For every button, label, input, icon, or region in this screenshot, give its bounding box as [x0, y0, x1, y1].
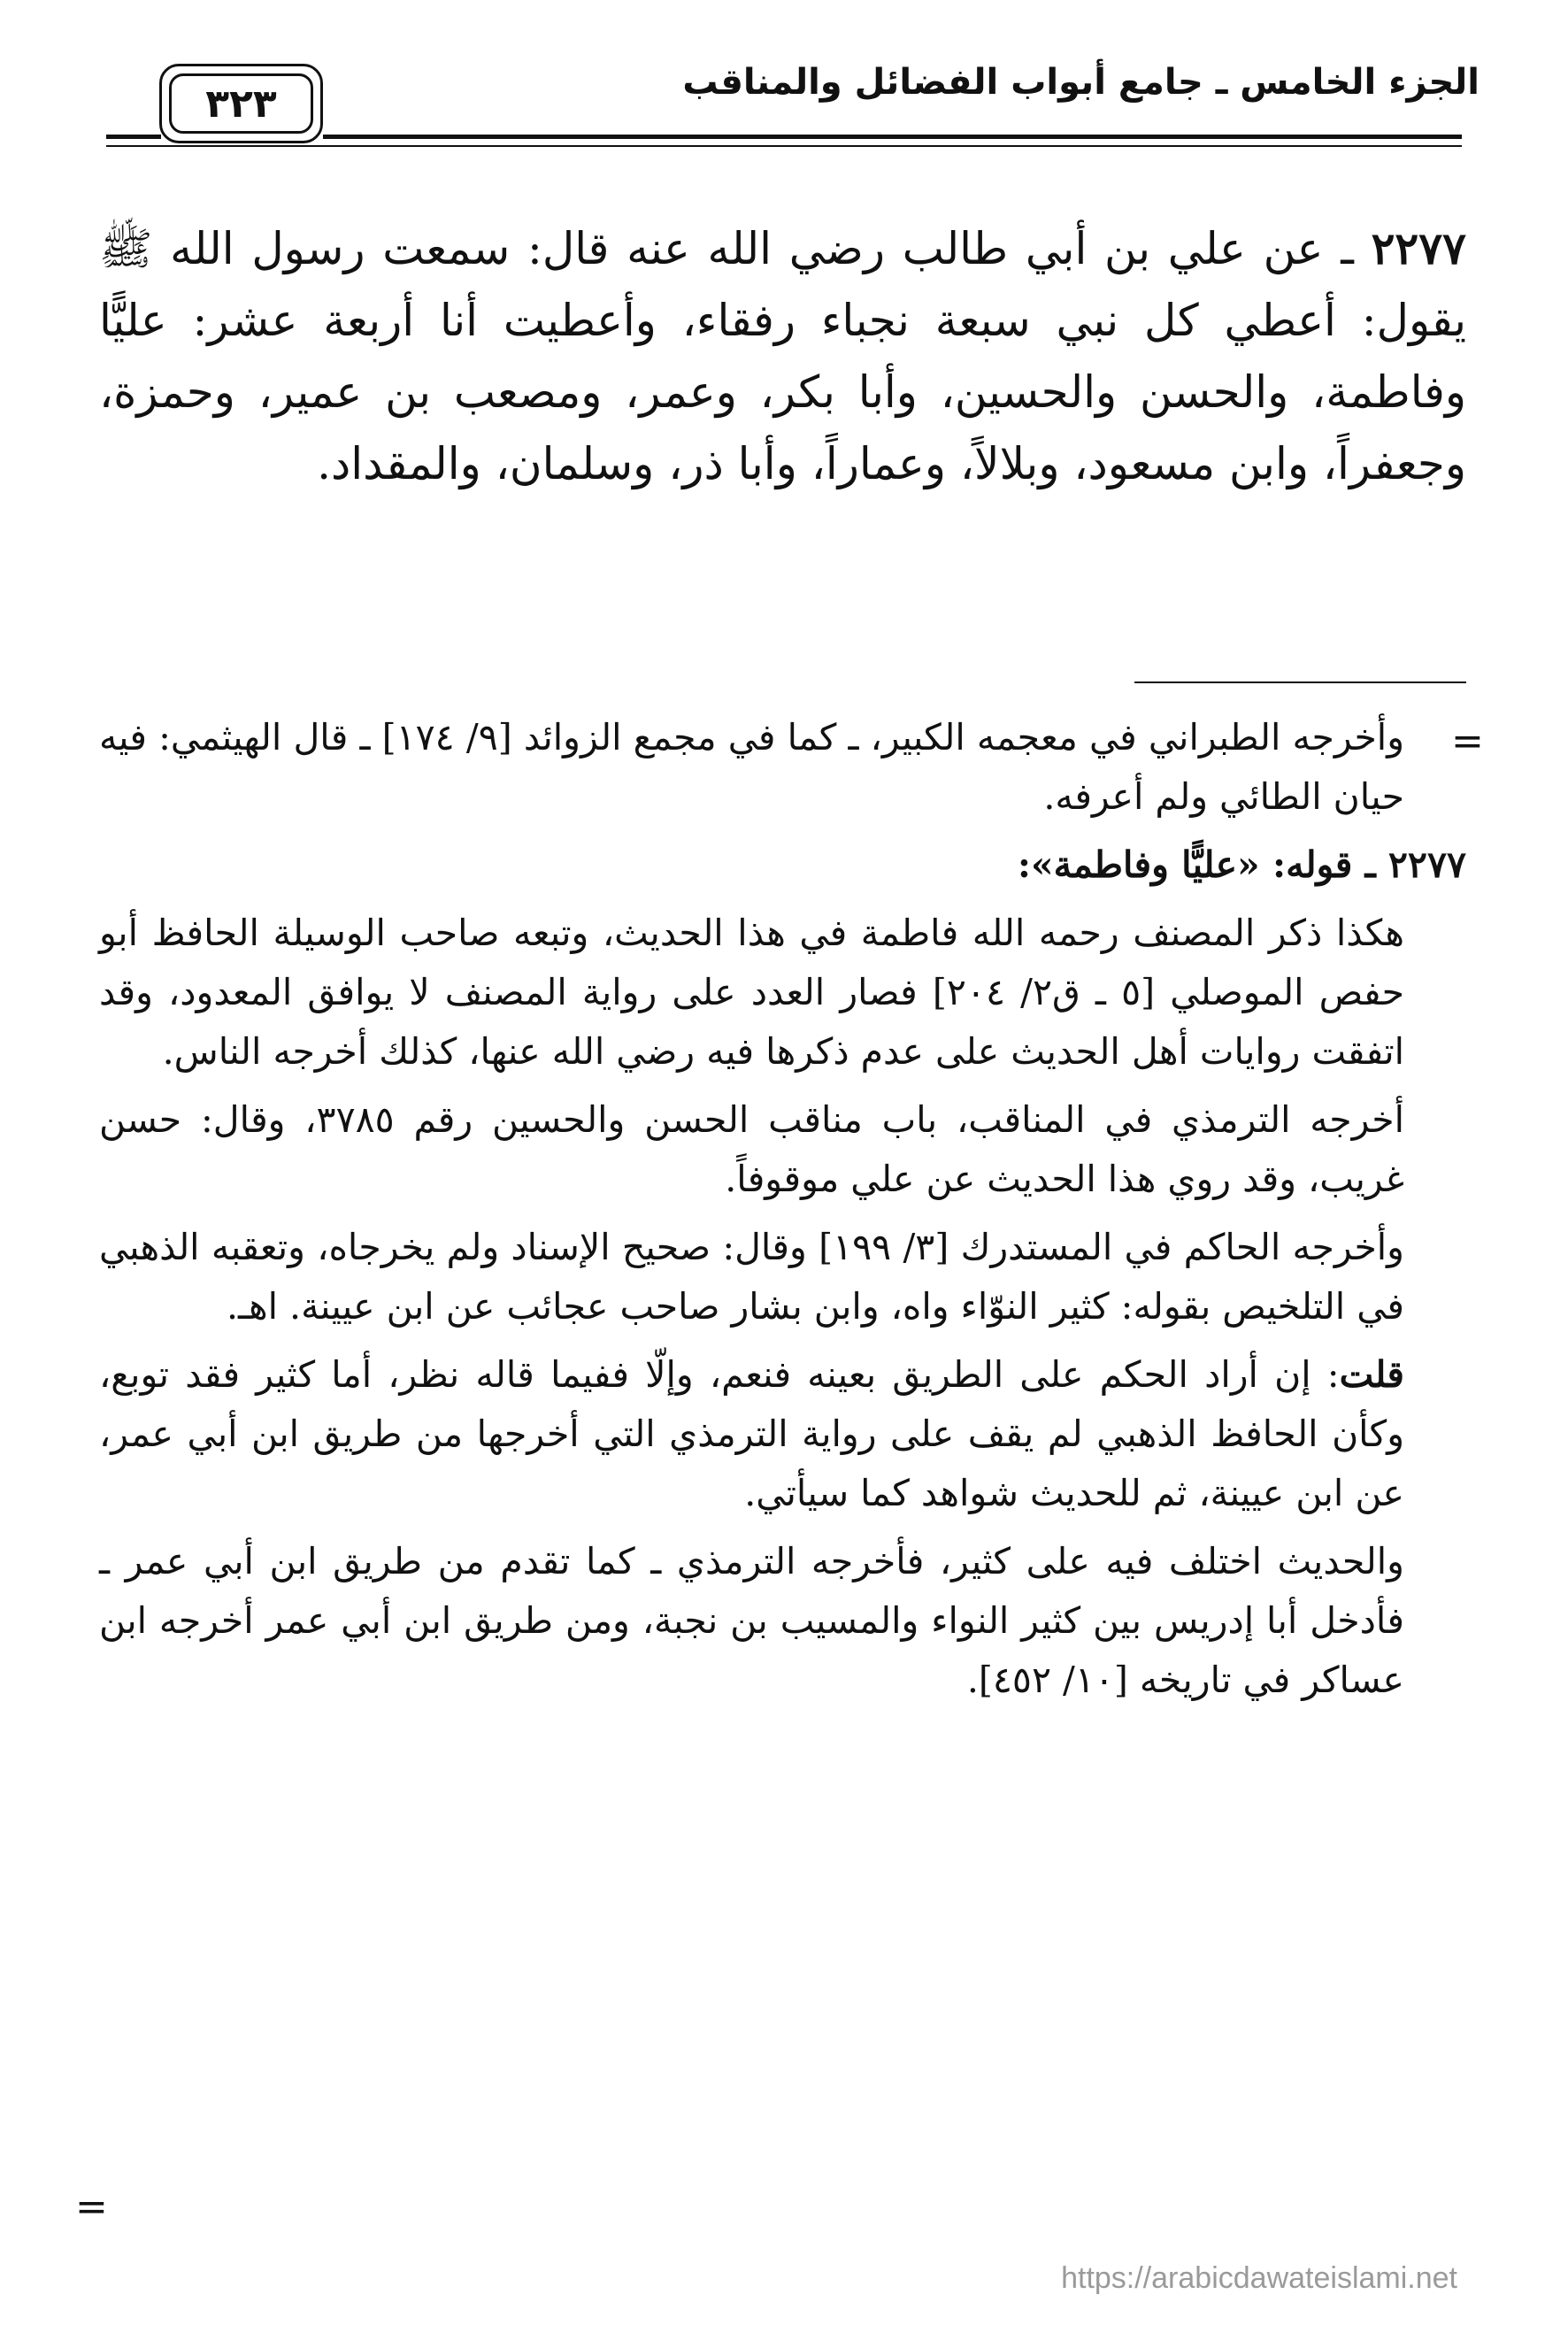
header-rule-right [323, 135, 1462, 139]
footnote-paragraph: هكذا ذكر المصنف رحمه الله فاطمة في هذا الحديث، وتبعه صاحب الوسيلة الحافظ أبو حفص الموصلي [٥ ـ ق٢/ ٢٠٤] فصار العدد على رواية المصنف لا يوافق المعدود، وقد اتفقت روايات أهل الحديث على عدم ذكرها فيه رضي الله عنها، كذلك أخرجه الناس. [99, 912, 1404, 1073]
footnote-previous: وأخرجه الطبراني في معجمه الكبير، ـ كما في مجمع الزوائد [٩/ ١٧٤] ـ قال الهيثمي: فيه حيان الطائي ولم أعرفه. [99, 716, 1404, 818]
footnote-paragraph-last: والحديث اختلف فيه على كثير، فأخرجه الترمذي ـ كما تقدم من طريق ابن أبي عمر ـ فأدخل أبا إدريس بين كثير النواء والمسيب بن نجبة، ومن طريق ابن أبي عمر أخرجه ابن عساكر في تاريخه [١٠/ ٤٥٢]. [99, 1540, 1404, 1701]
hadith-block [99, 212, 1466, 500]
qult-text: : إن أراد الحكم على الطريق بعينه فنعم، وإلّا ففيما قاله نظر، أما كثير فقد توبع، وكأن الحافظ الذهبي لم يقف على رواية الترمذي التي أخرجها من طريق ابن أبي عمر، عن ابن عيينة، ثم للحديث شواهد كما سيأتي. [99, 1353, 1404, 1514]
footnote-qult-paragraph [99, 1345, 1466, 1523]
hadith-paragraph [99, 212, 1466, 500]
footnotes-block [99, 708, 1466, 1719]
header-rule-left [106, 135, 161, 139]
footnote-heading: ٢٢٧٧ ـ قوله: «عليًّا وفاطمة»: [1017, 843, 1466, 886]
continuation-mark-bottom: = [75, 2184, 108, 2229]
qult-label: قلت [1339, 1353, 1404, 1396]
hadith-number: ٢٢٧٧ [1371, 222, 1466, 274]
watermark-url: https://arabicdawateislami.net [1061, 2261, 1457, 2295]
continuation-mark-top: = [1451, 719, 1484, 764]
running-title: الجزء الخامس ـ جامع أبواب الفضائل والمناقب [682, 62, 1480, 103]
page-number-frame [159, 64, 323, 143]
header-rule-thin [106, 145, 1462, 147]
footnote-paragraph: وأخرجه الحاكم في المستدرك [٣/ ١٩٩] وقال: صحيح الإسناد ولم يخرجاه، وتعقبه الذهبي في التلخيص بقوله: كثير النوّاء واه، وابن بشار صاحب عجائب عن ابن عيينة. اهـ. [99, 1226, 1404, 1328]
footnote-separator [1134, 681, 1466, 683]
hadith-text: ـ عن علي بن أبي طالب رضي الله عنه قال: سمعت رسول الله ﷺ يقول: أعطي كل نبي سبعة نجباء رفقاء، وأعطيت أنا أربعة عشر: عليًّا وفاطمة، والحسن والحسين، وأبا بكر، وعمر، ومصعب بن عمير، وحمزة، وجعفراً، وابن مسعود، وبلالاً، وعماراً، وأبا ذر، وسلمان، والمقداد. [99, 223, 1466, 489]
footnote-paragraph: أخرجه الترمذي في المناقب، باب مناقب الحسن والحسين رقم ٣٧٨٥، وقال: حسن غريب، وقد روي هذا الحديث عن علي موقوفاً. [99, 1098, 1404, 1200]
page-number: ٣٢٣ [169, 73, 313, 134]
